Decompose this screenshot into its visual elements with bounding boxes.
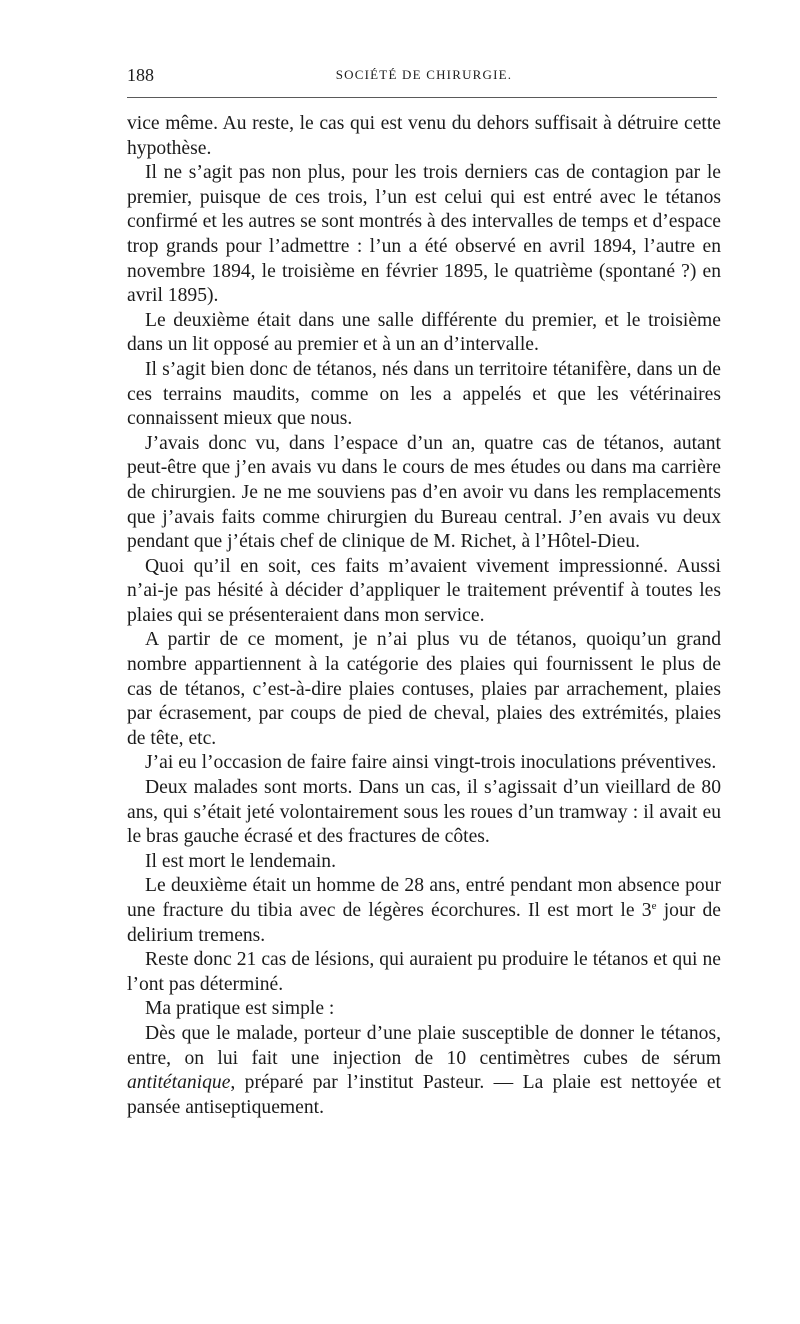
running-head xyxy=(127,64,721,86)
paragraph: Il est mort le lendemain. xyxy=(145,850,336,872)
header-rule xyxy=(127,97,717,98)
paragraph: Il ne s’agit pas non plus, pour les trois derniers cas de contagion par le premier, puisque de ces trois, l’un est celui qui est entré avec le tétanos confirmé et les autres se sont montrés à des intervalles de temps et d’espace trop grands pour l’admettre : l’un a été observé en avril 1894, l’autre en novembre 1894, le troisième en février 1895, le quatrième (spontané ?) en avril 1895). xyxy=(127,162,721,307)
paragraph-text: , préparé par l’institut Pasteur. — La plaie est nettoyée et pansée antiseptiquement. xyxy=(127,1072,721,1118)
paragraph: Reste donc 21 cas de lésions, qui auraient pu produire le tétanos et qui ne l’ont pas déterminé. xyxy=(127,949,721,995)
page-number: 188 xyxy=(127,65,154,85)
paragraph: Le deuxième était dans une salle différente du premier, et le troisième dans un lit opposé au premier et à un an d’intervalle. xyxy=(127,309,721,356)
paragraph-text: Le deuxième était un homme de 28 ans, entré pendant mon absence pour une fracture du tibia avec de légères écorchures. Il est mort le 3 xyxy=(127,875,721,921)
paragraph: Ma pratique est simple : xyxy=(145,998,335,1020)
paragraph: vice même. Au reste, le cas qui est venu du dehors suffisait à détruire cette hypothèse. xyxy=(127,113,721,159)
italic-term: antitétanique xyxy=(127,1072,231,1094)
paragraph: Deux malades sont morts. Dans un cas, il s’agissait d’un vieillard de 80 ans, qui s’était jeté volontairement sous les roues d’un tramway : il avait eu le bras gauche écrasé et des fractures de côtes. xyxy=(127,777,721,848)
paragraph: Quoi qu’il en soit, ces faits m’avaient vivement impressionné. Aussi n’ai-je pas hésité à décider d’appliquer le traitement préventif à toutes les plaies qui se présenteraient dans mon service. xyxy=(127,555,721,626)
paragraph-text: jour de delirium tremens. xyxy=(127,900,722,946)
running-title: SOCIÉTÉ DE CHIRURGIE. xyxy=(335,67,513,82)
paragraph-text: Dès que le malade, porteur d’une plaie susceptible de donner le tétanos, entre, on lui fait une injection de 10 centimètres cubes de sérum xyxy=(127,1022,721,1069)
paragraph xyxy=(127,874,721,948)
paragraph: Il s’agit bien donc de tétanos, nés dans un territoire tétanifère, dans un de ces terrains maudits, comme on les a appelés et que les vétérinaires connaissent mieux que nous. xyxy=(127,358,721,430)
paragraph xyxy=(127,1022,721,1120)
superscript-ordinal: e xyxy=(651,900,657,912)
paragraph: J’avais donc vu, dans l’espace d’un an, quatre cas de tétanos, autant peut-être que j’en avais vu dans le cours de mes études ou dans ma carrière de chirurgien. Je ne me souviens pas d’en avoir vu dans les remplacements que j’avais faits comme chirurgien du Bureau central. J’en avais vu deux pendant que j’étais chef de clinique de M. Richet, à l’Hôtel-Dieu. xyxy=(127,432,721,553)
body-text xyxy=(127,112,721,1120)
paragraph: J’ai eu l’occasion de faire faire ainsi vingt-trois inoculations préventives. xyxy=(145,752,717,774)
paragraph: A partir de ce moment, je n’ai plus vu de tétanos, quoiqu’un grand nombre appartiennent à la catégorie des plaies qui fournissent le plus de cas de tétanos, c’est-à-dire plaies contuses, plaies par arrachement, plaies par écrasement, par coups de pied de cheval, plaies des extrémités, plaies de tête, etc. xyxy=(127,629,721,749)
